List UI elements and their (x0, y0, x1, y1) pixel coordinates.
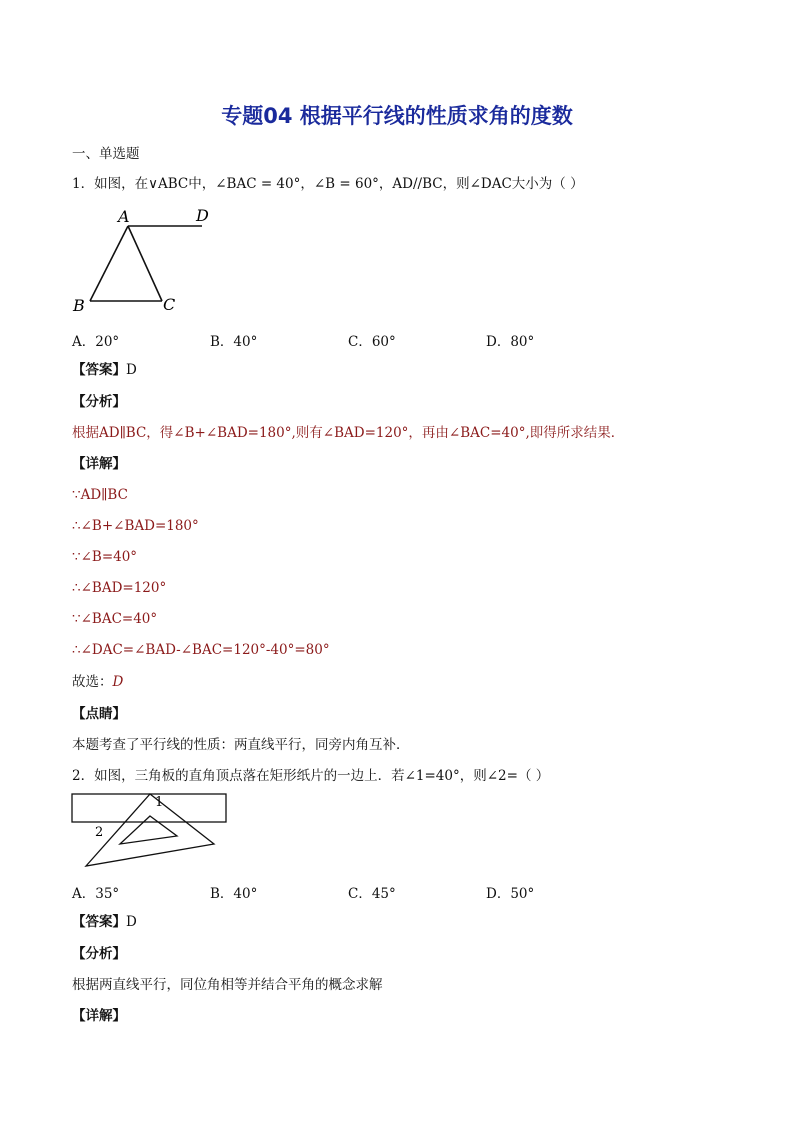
question-1-step: ∵∠B=40° (72, 549, 138, 565)
section-heading: 一、单选题 (72, 146, 140, 162)
question-2-answer (72, 913, 137, 931)
question-1-analysis-text: 根据AD∥BC，得∠B+∠BAD=180°,则有∠BAD=120°，再由∠BAC=40°,即得所求结果． (72, 425, 625, 441)
answer-value: D (126, 914, 137, 930)
line-ab (90, 226, 128, 301)
vertex-label-a: A (118, 207, 130, 226)
question-2-option-c: C．45° (348, 886, 396, 902)
vertex-label-b: B (73, 296, 85, 315)
question-2-option-b: B．40° (210, 886, 258, 902)
vertex-label-c: C (163, 295, 176, 314)
question-1-step: ∴∠B+∠BAD=180° (72, 518, 199, 534)
question-1-step: ∴∠BAD=120° (72, 580, 167, 596)
question-1-analysis-tag: 【分析】 (72, 394, 126, 410)
question-1-figure (66, 203, 216, 315)
question-1-option-d: D．80° (486, 334, 535, 350)
answer-tag: 【答案】 (72, 914, 126, 930)
question-2-option-a: A．35° (72, 886, 120, 902)
question-1-option-a: A．20° (72, 334, 120, 350)
question-1-choice (72, 673, 123, 691)
question-1-step: ∵AD∥BC (72, 487, 128, 503)
angle-label-2: 2 (95, 825, 104, 840)
line-ac (128, 226, 162, 301)
triangle-ruler-outer (86, 794, 214, 866)
question-1-comment-tag: 【点睛】 (72, 706, 126, 722)
question-2-analysis-tag: 【分析】 (72, 946, 126, 962)
vertex-label-d: D (196, 206, 209, 225)
answer-tag: 【答案】 (72, 362, 126, 378)
question-1-step: ∵∠BAC=40° (72, 611, 158, 627)
question-2-analysis-text: 根据两直线平行，同位角相等并结合平角的概念求解 (72, 977, 383, 993)
question-1-step: ∴∠DAC=∠BAD-∠BAC=120°-40°=80° (72, 642, 330, 658)
question-1-option-b: B．40° (210, 334, 258, 350)
question-1-detail-tag: 【详解】 (72, 456, 126, 472)
choice-value: D (112, 674, 124, 690)
question-2-option-d: D．50° (486, 886, 535, 902)
choice-prefix: 故选： (72, 674, 113, 690)
question-2-detail-tag: 【详解】 (72, 1008, 126, 1024)
question-1-stem: 1．如图，在∨ABC中，∠BAC = 40°，∠B = 60°，AD//BC，则∠DAC大小为（ ） (72, 176, 584, 192)
question-1-option-c: C．60° (348, 334, 396, 350)
page-title: 专题04 根据平行线的性质求角的度数 (221, 104, 573, 128)
question-2-stem: 2．如图，三角板的直角顶点落在矩形纸片的一边上．若∠1=40°，则∠2=（ ） (72, 768, 550, 784)
question-1-comment-text: 本题考查了平行线的性质：两直线平行，同旁内角互补． (72, 737, 410, 753)
angle-label-1: 1 (155, 795, 164, 810)
answer-value: D (126, 362, 137, 378)
triangle-ruler-inner (120, 816, 177, 844)
question-1-answer (72, 361, 137, 379)
question-2-figure (66, 788, 236, 872)
